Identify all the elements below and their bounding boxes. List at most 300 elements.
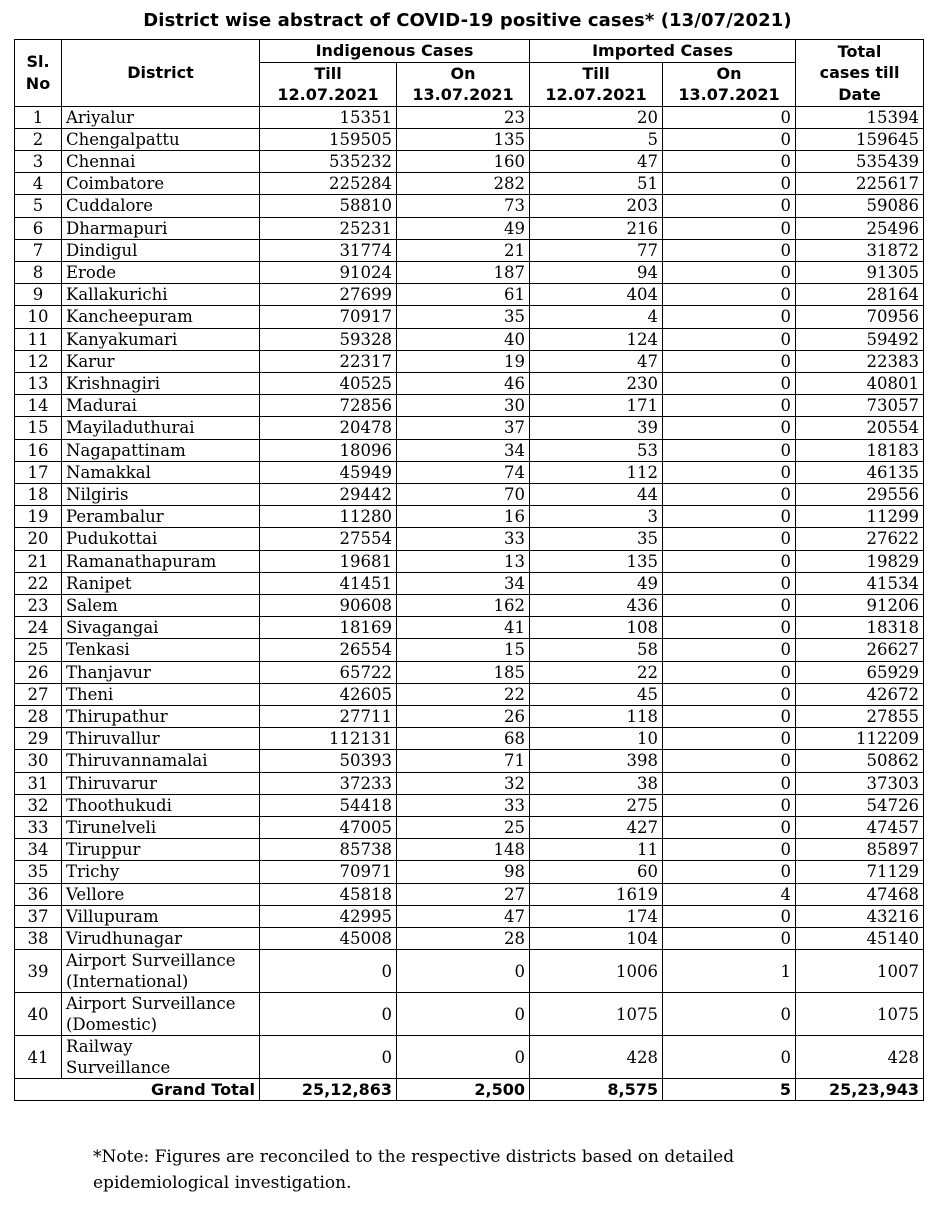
indigenous-on-cell: 0 <box>397 993 530 1036</box>
imported-till-cell: 203 <box>530 195 663 217</box>
district-line1: Airport Surveillance <box>66 951 236 971</box>
imported-till-cell: 112 <box>530 461 663 483</box>
imported-till-cell: 10 <box>530 728 663 750</box>
sl-no-cell: 8 <box>15 261 62 283</box>
grand-total-total-cases: 25,23,943 <box>796 1079 924 1101</box>
imported-till-cell: 174 <box>530 905 663 927</box>
indigenous-till-cell: 0 <box>260 993 397 1036</box>
indigenous-till-cell: 59328 <box>260 328 397 350</box>
indigenous-till-cell: 159505 <box>260 128 397 150</box>
table-row <box>15 817 924 839</box>
sl-no-cell: 4 <box>15 173 62 195</box>
imported-till-cell: 216 <box>530 217 663 239</box>
sl-no-cell: 7 <box>15 239 62 261</box>
sl-no-cell: 21 <box>15 550 62 572</box>
total-cases-cell: 225617 <box>796 173 924 195</box>
indigenous-on-cell: 37 <box>397 417 530 439</box>
district-cell: Vellore <box>62 883 260 905</box>
indigenous-on-cell: 33 <box>397 794 530 816</box>
total-cases-cell: 428 <box>796 1036 924 1079</box>
indigenous-till-cell: 40525 <box>260 372 397 394</box>
district-cell: Nilgiris <box>62 483 260 505</box>
imported-till-header <box>530 62 663 106</box>
sl-no-cell: 41 <box>15 1036 62 1079</box>
table-row <box>15 261 924 283</box>
indigenous-till-cell: 45818 <box>260 883 397 905</box>
indigenous-till-cell: 37233 <box>260 772 397 794</box>
indigenous-on-cell: 15 <box>397 639 530 661</box>
indigenous-on-cell: 34 <box>397 572 530 594</box>
district-cell: Kallakurichi <box>62 284 260 306</box>
total-cases-cell: 45140 <box>796 928 924 950</box>
total-cases-cell: 50862 <box>796 750 924 772</box>
imported-on-cell: 0 <box>663 1036 796 1079</box>
sl-no-cell: 28 <box>15 705 62 727</box>
indigenous-on-cell: 0 <box>397 1036 530 1079</box>
district-cell: Chennai <box>62 150 260 172</box>
imported-on-cell: 0 <box>663 439 796 461</box>
table-row <box>15 195 924 217</box>
indigenous-till-cell: 20478 <box>260 417 397 439</box>
imported-on-cell: 0 <box>663 772 796 794</box>
district-cell: Thiruvannamalai <box>62 750 260 772</box>
total-cases-cell: 65929 <box>796 661 924 683</box>
imported-till-cell: 1075 <box>530 993 663 1036</box>
district-cell: Ariyalur <box>62 106 260 128</box>
indigenous-till-header <box>260 62 397 106</box>
indigenous-till-cell: 70917 <box>260 306 397 328</box>
imported-on-cell: 0 <box>663 683 796 705</box>
table-row <box>15 461 924 483</box>
indigenous-on-cell: 27 <box>397 883 530 905</box>
district-cell: Karur <box>62 350 260 372</box>
imported-on-cell: 0 <box>663 928 796 950</box>
district-line2: (Domestic) <box>66 1015 158 1035</box>
total-cases-cell: 47468 <box>796 883 924 905</box>
table-row <box>15 639 924 661</box>
sl-no-cell: 31 <box>15 772 62 794</box>
sl-no-cell: 13 <box>15 372 62 394</box>
imported-on-cell: 4 <box>663 883 796 905</box>
indigenous-on-cell: 40 <box>397 328 530 350</box>
grand-total-indigenous-on: 2,500 <box>397 1079 530 1101</box>
imported-on-cell: 0 <box>663 661 796 683</box>
indigenous-till-cell: 15351 <box>260 106 397 128</box>
district-cell: Thanjavur <box>62 661 260 683</box>
imported-till-cell: 35 <box>530 528 663 550</box>
imported-on-cell: 0 <box>663 128 796 150</box>
total-cases-cell: 28164 <box>796 284 924 306</box>
imported-on-cell: 1 <box>663 950 796 993</box>
total-cases-cell: 54726 <box>796 794 924 816</box>
imported-on-cell: 0 <box>663 506 796 528</box>
district-line1: Airport Surveillance <box>66 994 236 1014</box>
total-cases-cell: 59086 <box>796 195 924 217</box>
imported-till-cell: 1006 <box>530 950 663 993</box>
imported-till-cell: 94 <box>530 261 663 283</box>
indigenous-on-cell: 162 <box>397 594 530 616</box>
imported-till-cell: 51 <box>530 173 663 195</box>
imported-till-cell: 124 <box>530 328 663 350</box>
district-cell: Thoothukudi <box>62 794 260 816</box>
imported-till-cell: 427 <box>530 817 663 839</box>
imported-on-cell: 0 <box>663 861 796 883</box>
total-cases-cell: 31872 <box>796 239 924 261</box>
table-body <box>15 106 924 1101</box>
sl-no-cell: 1 <box>15 106 62 128</box>
imported-till-cell: 44 <box>530 483 663 505</box>
total-cases-cell: 85897 <box>796 839 924 861</box>
header-on-date: 13.07.2021 <box>412 85 514 104</box>
table-row <box>15 128 924 150</box>
imported-till-cell: 171 <box>530 395 663 417</box>
imported-on-cell: 0 <box>663 395 796 417</box>
indigenous-till-cell: 91024 <box>260 261 397 283</box>
indigenous-till-cell: 27554 <box>260 528 397 550</box>
district-cell: Ramanathapuram <box>62 550 260 572</box>
imported-on-cell: 0 <box>663 639 796 661</box>
indigenous-on-cell: 25 <box>397 817 530 839</box>
table-row <box>15 728 924 750</box>
indigenous-on-cell: 34 <box>397 439 530 461</box>
total-cases-cell: 29556 <box>796 483 924 505</box>
district-line2: Surveillance <box>66 1058 171 1078</box>
indigenous-till-cell: 31774 <box>260 239 397 261</box>
imported-on-cell: 0 <box>663 150 796 172</box>
sl-no-cell: 35 <box>15 861 62 883</box>
indigenous-on-cell: 98 <box>397 861 530 883</box>
sl-no-cell: 29 <box>15 728 62 750</box>
indigenous-till-cell: 22317 <box>260 350 397 372</box>
imported-till-cell: 404 <box>530 284 663 306</box>
table-row <box>15 705 924 727</box>
imported-on-cell: 0 <box>663 594 796 616</box>
sl-no-cell: 33 <box>15 817 62 839</box>
sl-no-cell: 24 <box>15 617 62 639</box>
table-row <box>15 395 924 417</box>
imported-till-cell: 104 <box>530 928 663 950</box>
indigenous-till-cell: 11280 <box>260 506 397 528</box>
imported-on-cell: 0 <box>663 905 796 927</box>
indigenous-till-cell: 58810 <box>260 195 397 217</box>
district-line1: Railway <box>66 1037 133 1057</box>
district-cell: Erode <box>62 261 260 283</box>
table-row <box>15 106 924 128</box>
total-cases-cell: 18318 <box>796 617 924 639</box>
imported-till-cell: 118 <box>530 705 663 727</box>
total-cases-cell: 46135 <box>796 461 924 483</box>
district-cell: Sivagangai <box>62 617 260 639</box>
district-cell <box>62 1036 260 1079</box>
imported-till-cell: 5 <box>530 128 663 150</box>
imported-on-cell: 0 <box>663 705 796 727</box>
imported-on-cell: 0 <box>663 572 796 594</box>
indigenous-on-cell: 32 <box>397 772 530 794</box>
sl-no-cell: 23 <box>15 594 62 616</box>
sl-no-cell: 11 <box>15 328 62 350</box>
district-cell: Kancheepuram <box>62 306 260 328</box>
header-till-date: 12.07.2021 <box>277 85 379 104</box>
district-cell <box>62 950 260 993</box>
covid-cases-table <box>14 39 924 1101</box>
sl-no-cell: 9 <box>15 284 62 306</box>
imported-on-cell: 0 <box>663 106 796 128</box>
imported-till-cell: 39 <box>530 417 663 439</box>
table-row <box>15 506 924 528</box>
imported-on-cell: 0 <box>663 839 796 861</box>
indigenous-on-cell: 23 <box>397 106 530 128</box>
indigenous-till-cell: 50393 <box>260 750 397 772</box>
total-cases-cell: 19829 <box>796 550 924 572</box>
imported-on-cell: 0 <box>663 217 796 239</box>
total-cases-cell: 91206 <box>796 594 924 616</box>
sl-no-cell: 22 <box>15 572 62 594</box>
indigenous-on-cell: 73 <box>397 195 530 217</box>
sl-no-cell: 38 <box>15 928 62 950</box>
table-row <box>15 617 924 639</box>
imported-till-cell: 428 <box>530 1036 663 1079</box>
indigenous-till-cell: 27699 <box>260 284 397 306</box>
indigenous-till-cell: 29442 <box>260 483 397 505</box>
district-cell: Cuddalore <box>62 195 260 217</box>
indigenous-till-cell: 18169 <box>260 617 397 639</box>
table-row <box>15 239 924 261</box>
imported-on-cell: 0 <box>663 195 796 217</box>
table-row <box>15 750 924 772</box>
sl-header-line1: Sl. <box>26 52 50 72</box>
footnote-line1: *Note: Figures are reconciled to the respective districts based on detailed <box>93 1147 735 1167</box>
indigenous-till-cell: 0 <box>260 1036 397 1079</box>
sl-no-cell: 30 <box>15 750 62 772</box>
imported-till-cell: 60 <box>530 861 663 883</box>
indigenous-on-cell: 61 <box>397 284 530 306</box>
sl-no-cell: 19 <box>15 506 62 528</box>
indigenous-on-cell: 35 <box>397 306 530 328</box>
total-cases-cell: 112209 <box>796 728 924 750</box>
indigenous-till-cell: 26554 <box>260 639 397 661</box>
indigenous-till-cell: 42605 <box>260 683 397 705</box>
indigenous-on-cell: 148 <box>397 839 530 861</box>
imported-on-cell: 0 <box>663 750 796 772</box>
page-title: District wise abstract of COVID-19 positive cases* (13/07/2021) <box>143 10 792 31</box>
table-row <box>15 173 924 195</box>
indigenous-on-cell: 71 <box>397 750 530 772</box>
indigenous-on-cell: 49 <box>397 217 530 239</box>
sl-no-cell: 10 <box>15 306 62 328</box>
district-cell: Thiruvarur <box>62 772 260 794</box>
indigenous-till-cell: 0 <box>260 950 397 993</box>
imported-till-cell: 4 <box>530 306 663 328</box>
total-cases-cell: 1075 <box>796 993 924 1036</box>
imported-till-cell: 108 <box>530 617 663 639</box>
district-cell: Theni <box>62 683 260 705</box>
sl-no-cell: 14 <box>15 395 62 417</box>
total-cases-cell: 18183 <box>796 439 924 461</box>
indigenous-on-cell: 33 <box>397 528 530 550</box>
total-header-line1: Total <box>837 41 882 61</box>
indigenous-on-cell: 21 <box>397 239 530 261</box>
imported-till-cell: 53 <box>530 439 663 461</box>
sl-no-cell: 15 <box>15 417 62 439</box>
indigenous-on-cell: 74 <box>397 461 530 483</box>
indigenous-on-cell: 0 <box>397 950 530 993</box>
indigenous-on-cell: 22 <box>397 683 530 705</box>
imported-on-cell: 0 <box>663 328 796 350</box>
sl-no-cell: 20 <box>15 528 62 550</box>
total-cases-cell: 40801 <box>796 372 924 394</box>
sl-header-line2: No <box>25 73 51 93</box>
imported-on-cell: 0 <box>663 350 796 372</box>
indigenous-on-cell: 28 <box>397 928 530 950</box>
grand-total-imported-on: 5 <box>663 1079 796 1101</box>
indigenous-till-cell: 45949 <box>260 461 397 483</box>
imported-on-header <box>663 62 796 106</box>
district-cell: Namakkal <box>62 461 260 483</box>
imported-on-cell: 0 <box>663 461 796 483</box>
total-cases-cell: 43216 <box>796 905 924 927</box>
table-row <box>15 594 924 616</box>
indigenous-till-cell: 85738 <box>260 839 397 861</box>
total-cases-cell: 1007 <box>796 950 924 993</box>
indigenous-till-cell: 27711 <box>260 705 397 727</box>
imported-on-cell: 0 <box>663 306 796 328</box>
total-cases-cell: 42672 <box>796 683 924 705</box>
district-line2: (International) <box>66 972 189 992</box>
district-cell: Dindigul <box>62 239 260 261</box>
sl-no-cell: 32 <box>15 794 62 816</box>
imported-on-cell: 0 <box>663 528 796 550</box>
table-row <box>15 794 924 816</box>
indigenous-on-cell: 185 <box>397 661 530 683</box>
indigenous-on-cell: 135 <box>397 128 530 150</box>
table-row <box>15 150 924 172</box>
imported-on-cell: 0 <box>663 993 796 1036</box>
table-row <box>15 550 924 572</box>
grand-total-row <box>15 1079 924 1101</box>
indigenous-till-cell: 19681 <box>260 550 397 572</box>
total-cases-cell: 20554 <box>796 417 924 439</box>
table-row <box>15 905 924 927</box>
header-row-1 <box>15 40 924 63</box>
grand-total-label: Grand Total <box>15 1079 260 1101</box>
grand-total-indigenous-till: 25,12,863 <box>260 1079 397 1101</box>
sl-no-cell: 17 <box>15 461 62 483</box>
total-cases-cell: 71129 <box>796 861 924 883</box>
table-row <box>15 306 924 328</box>
imported-till-cell: 22 <box>530 661 663 683</box>
indigenous-cases-header: Indigenous Cases <box>260 40 530 63</box>
district-cell: Thiruvallur <box>62 728 260 750</box>
header-till-word: Till <box>314 63 342 83</box>
table-row <box>15 439 924 461</box>
imported-till-cell: 1619 <box>530 883 663 905</box>
total-cases-cell: 27622 <box>796 528 924 550</box>
indigenous-on-cell: 282 <box>397 173 530 195</box>
indigenous-on-cell: 46 <box>397 372 530 394</box>
table-row <box>15 772 924 794</box>
district-cell: Dharmapuri <box>62 217 260 239</box>
total-header-line2: cases till <box>819 63 900 82</box>
indigenous-till-cell: 18096 <box>260 439 397 461</box>
indigenous-till-cell: 45008 <box>260 928 397 950</box>
imported-till-cell: 38 <box>530 772 663 794</box>
imported-on-cell: 0 <box>663 372 796 394</box>
sl-no-cell: 26 <box>15 661 62 683</box>
indigenous-on-cell: 47 <box>397 905 530 927</box>
grand-total-imported-till: 8,575 <box>530 1079 663 1101</box>
sl-no-cell: 25 <box>15 639 62 661</box>
district-cell: Thirupathur <box>62 705 260 727</box>
indigenous-on-cell: 41 <box>397 617 530 639</box>
district-cell: Trichy <box>62 861 260 883</box>
sl-no-cell: 16 <box>15 439 62 461</box>
indigenous-till-cell: 225284 <box>260 173 397 195</box>
indigenous-till-cell: 70971 <box>260 861 397 883</box>
table-row <box>15 328 924 350</box>
table-row <box>15 861 924 883</box>
imported-cases-header: Imported Cases <box>530 40 796 63</box>
total-header-line3: Date <box>838 84 881 104</box>
table-row <box>15 683 924 705</box>
header-on-date: 13.07.2021 <box>678 85 780 104</box>
indigenous-on-cell: 160 <box>397 150 530 172</box>
imported-on-cell: 0 <box>663 550 796 572</box>
sl-no-cell: 3 <box>15 150 62 172</box>
table-row <box>15 350 924 372</box>
indigenous-on-cell: 187 <box>397 261 530 283</box>
table-row <box>15 217 924 239</box>
imported-till-cell: 230 <box>530 372 663 394</box>
sl-no-cell: 12 <box>15 350 62 372</box>
district-cell: Pudukottai <box>62 528 260 550</box>
indigenous-till-cell: 54418 <box>260 794 397 816</box>
header-till-date: 12.07.2021 <box>545 85 647 104</box>
sl-no-header <box>15 40 62 107</box>
district-cell: Mayiladuthurai <box>62 417 260 439</box>
total-cases-cell: 27855 <box>796 705 924 727</box>
imported-till-cell: 49 <box>530 572 663 594</box>
district-cell: Tirunelveli <box>62 817 260 839</box>
sl-no-cell: 6 <box>15 217 62 239</box>
district-cell: Chengalpattu <box>62 128 260 150</box>
indigenous-till-cell: 90608 <box>260 594 397 616</box>
imported-till-cell: 20 <box>530 106 663 128</box>
indigenous-till-cell: 25231 <box>260 217 397 239</box>
total-cases-cell: 11299 <box>796 506 924 528</box>
district-cell: Ranipet <box>62 572 260 594</box>
indigenous-till-cell: 112131 <box>260 728 397 750</box>
total-cases-cell: 47457 <box>796 817 924 839</box>
indigenous-on-cell: 30 <box>397 395 530 417</box>
table-row <box>15 1036 924 1079</box>
imported-till-cell: 3 <box>530 506 663 528</box>
imported-on-cell: 0 <box>663 284 796 306</box>
table-row <box>15 950 924 993</box>
district-header: District <box>62 40 260 107</box>
imported-till-cell: 58 <box>530 639 663 661</box>
imported-on-cell: 0 <box>663 483 796 505</box>
imported-till-cell: 275 <box>530 794 663 816</box>
header-on-word: On <box>716 63 742 83</box>
table-row <box>15 928 924 950</box>
total-cases-cell: 73057 <box>796 395 924 417</box>
imported-till-cell: 45 <box>530 683 663 705</box>
indigenous-till-cell: 41451 <box>260 572 397 594</box>
indigenous-on-cell: 26 <box>397 705 530 727</box>
imported-on-cell: 0 <box>663 417 796 439</box>
indigenous-till-cell: 65722 <box>260 661 397 683</box>
header-till-word: Till <box>582 63 610 83</box>
